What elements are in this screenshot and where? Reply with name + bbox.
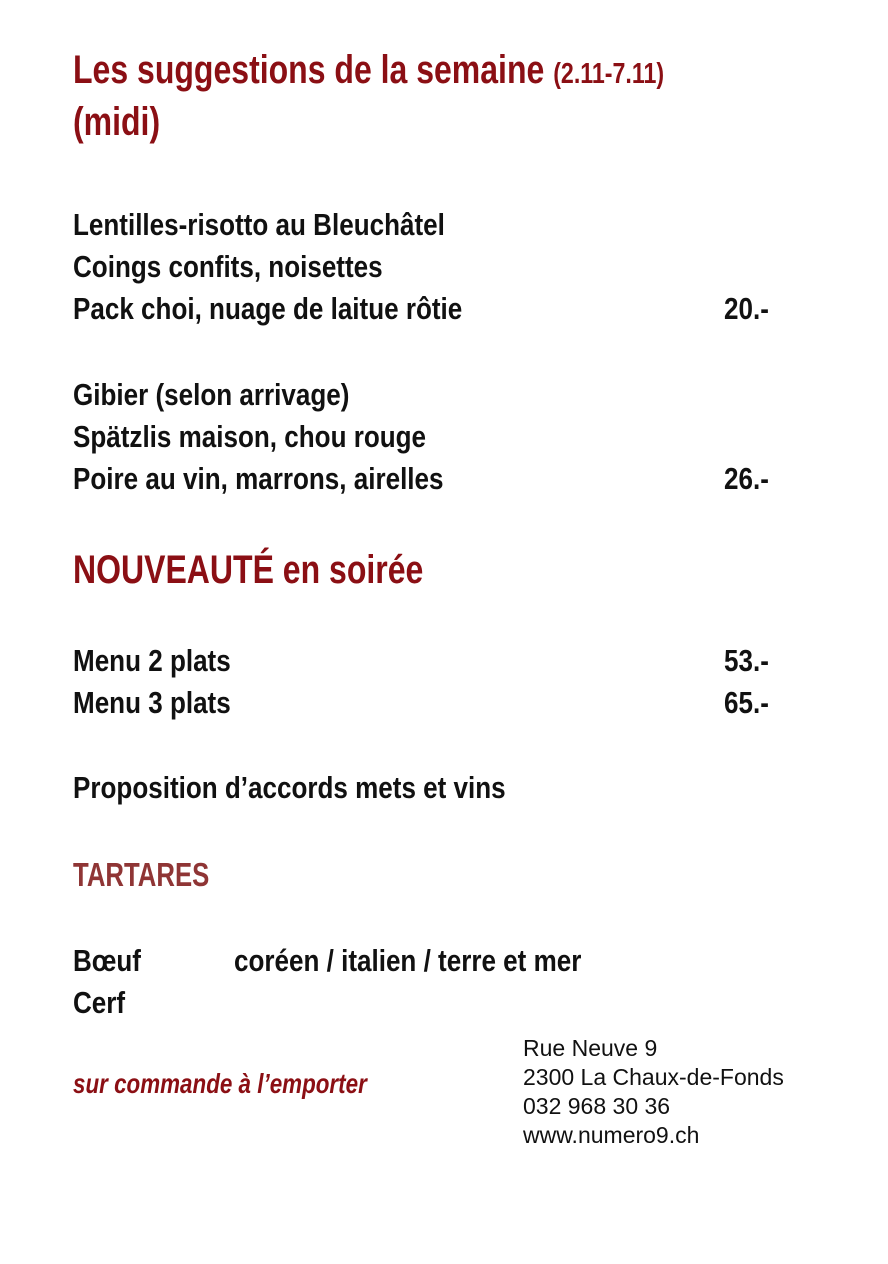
menu-2-price: 53.- (724, 643, 769, 678)
dish-1-line-2: Coings confits, noisettes (73, 249, 383, 284)
dish-2-line-3: Poire au vin, marrons, airelles (73, 461, 444, 496)
wine-pairing-text: Proposition d’accords mets et vins (73, 770, 506, 805)
dish-2-price: 26.- (724, 461, 769, 496)
address-phone: 032 968 30 36 (523, 1093, 671, 1119)
takeaway-note: sur commande à l’emporter (73, 1068, 367, 1099)
title-dates: (2.11-7.11) (553, 58, 665, 90)
address-block (523, 1034, 784, 1150)
evening-title: NOUVEAUTÉ en soirée (73, 548, 424, 592)
address-website: www.numero9.ch (523, 1122, 700, 1148)
title-main: Les suggestions de la semaine (73, 48, 545, 92)
tartare-deer: Cerf (73, 985, 126, 1020)
menu-3-label: Menu 3 plats (73, 685, 231, 720)
tartares-title: TARTARES (73, 856, 210, 893)
tartare-beef: Bœuf (73, 943, 141, 978)
page-subtitle (73, 100, 182, 145)
dish-1-line-1: Lentilles-risotto au Bleuchâtel (73, 207, 445, 242)
page-title (73, 48, 812, 93)
address-city: 2300 La Chaux-de-Fonds (523, 1064, 784, 1090)
menu-2-label: Menu 2 plats (73, 643, 231, 678)
tartare-styles: coréen / italien / terre et mer (234, 943, 582, 978)
dish-2-line-1: Gibier (selon arrivage) (73, 377, 350, 412)
title-sub: (midi) (73, 100, 161, 144)
address-street: Rue Neuve 9 (523, 1035, 658, 1061)
dish-1-price: 20.- (724, 291, 769, 326)
dish-2-line-2: Spätzlis maison, chou rouge (73, 419, 427, 454)
dish-1-line-3: Pack choi, nuage de laitue rôtie (73, 291, 463, 326)
menu-3-price: 65.- (724, 685, 769, 720)
